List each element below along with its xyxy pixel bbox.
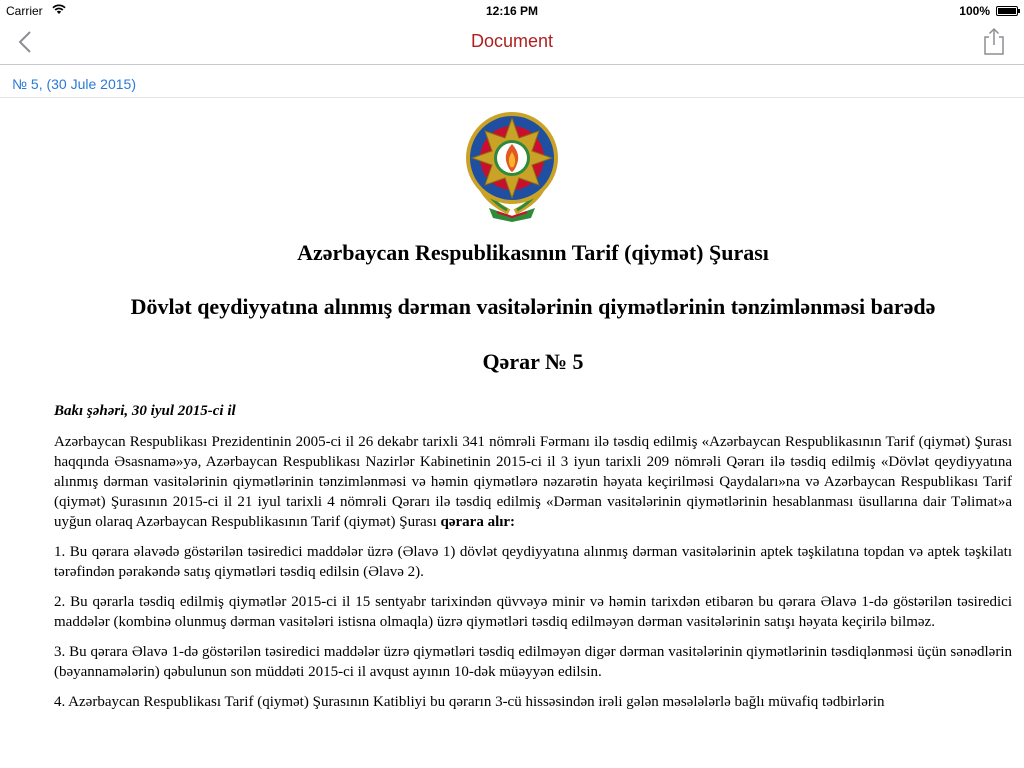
organization-title: Azərbaycan Respublikasının Tarif (qiymət) Şurası <box>297 240 769 265</box>
nav-title: Document <box>470 31 554 51</box>
battery-icon <box>996 6 1018 16</box>
paragraph-2: 2. Bu qərarla təsdiq edilmiş qiymətlər 2015-ci il 15 sentyabr tarixindən qüvvəyə minir və həmin tarixdən etibarən bu qərara Əlavə 1-də göstərilən təsiredici maddələr (kombinə olunmuş dərman vasitələri istisna olmaqla) üzrə qiymətləri təsdiq edilməyən dərman vasitələrinin satışı həyata keçirilə bilməz. <box>54 594 1012 631</box>
status-bar <box>0 0 1024 20</box>
navigation-bar <box>0 20 1024 65</box>
decision-subject: Dövlət qeydiyyatına alınmış dərman vasitələrinin qiymətlərinin tənzimlənməsi barədə <box>130 294 936 320</box>
intro-text: Azərbaycan Respublikası Prezidentinin 2005-ci il 26 dekabr tarixli 341 nömrəli Fərmanı ilə təsdiq edilmiş «Azərbaycan Respublikasının Tarif (qiymət) Şurası haqqında Əsasnamə»yə, Azərbaycan Respublikası Nazirlər Kabinetinin 2015-ci il 3 iyun tarixli 209 nömrəli Qərarı ilə təsdiq edilmiş «Dövlət qeydiyyatına alınmış dərman vasitələrinin qiymətlərinin tənzimlənməsi və həmin qiymətlərə nəzarətin həyata keçirilməsi Qaydaları»na və Azərbaycan Respublikası Tarif (qiymət) Şurasının 2015-ci il 21 iyul tarixli 4 nömrəli Qərarı ilə təsdiq edilmiş «Dərman vasitələrinin qiymətlərinin hesablanması üsullarına dair Təlimat»a uyğun olaraq Azərbaycan Respublikasının Tarif (qiymət) Şurası <box>54 434 1012 531</box>
carrier-label: Carrier <box>6 4 43 18</box>
decision-title: Qərar № 5 <box>482 348 584 374</box>
state-emblem <box>459 104 565 222</box>
battery-percent: 100% <box>959 4 990 18</box>
document-body <box>54 240 1012 722</box>
divider <box>0 97 1024 98</box>
intro-decision-phrase: qərara alır: <box>440 514 516 531</box>
paragraph-3: 3. Bu qərara Əlavə 1-də göstərilən təsiredici maddələr üzrə qiymətləri təsdiq edilməyən digər dərman vasitələrinin qiymətlərinin təsdiqlənməsi üçün sənədlərin (bəyannamələrin) qəbulunun son müddəti 2015-ci il avqust ayının 10-dək müəyyən edilsin. <box>54 644 1012 681</box>
clock: 12:16 PM <box>485 4 539 18</box>
document-number: № 5, (30 Jule 2015) <box>12 76 136 92</box>
paragraph-4: 4. Azərbaycan Respublikası Tarif (qiymət) Şurasının Katibliyi bu qərarın 3-cü hissəsindən irəli gələn məsələlərlə bağlı müvafiq tədbirlərin <box>54 694 885 711</box>
share-icon[interactable] <box>982 26 1006 56</box>
paragraph-1: 1. Bu qərara əlavədə göstərilən təsiredici maddələr üzrə (Əlavə 1) dövlət qeydiyyatına alınmış dərman vasitələrinin aptek təşkilatına topdan və aptek təşkilatı tərəfindən pərakəndə satış qiymətləri təsdiq edilsin (Əlavə 2). <box>54 544 1012 581</box>
city-date: Bakı şəhəri, 30 iyul 2015-ci il <box>54 403 236 420</box>
intro-paragraph <box>54 432 1012 532</box>
